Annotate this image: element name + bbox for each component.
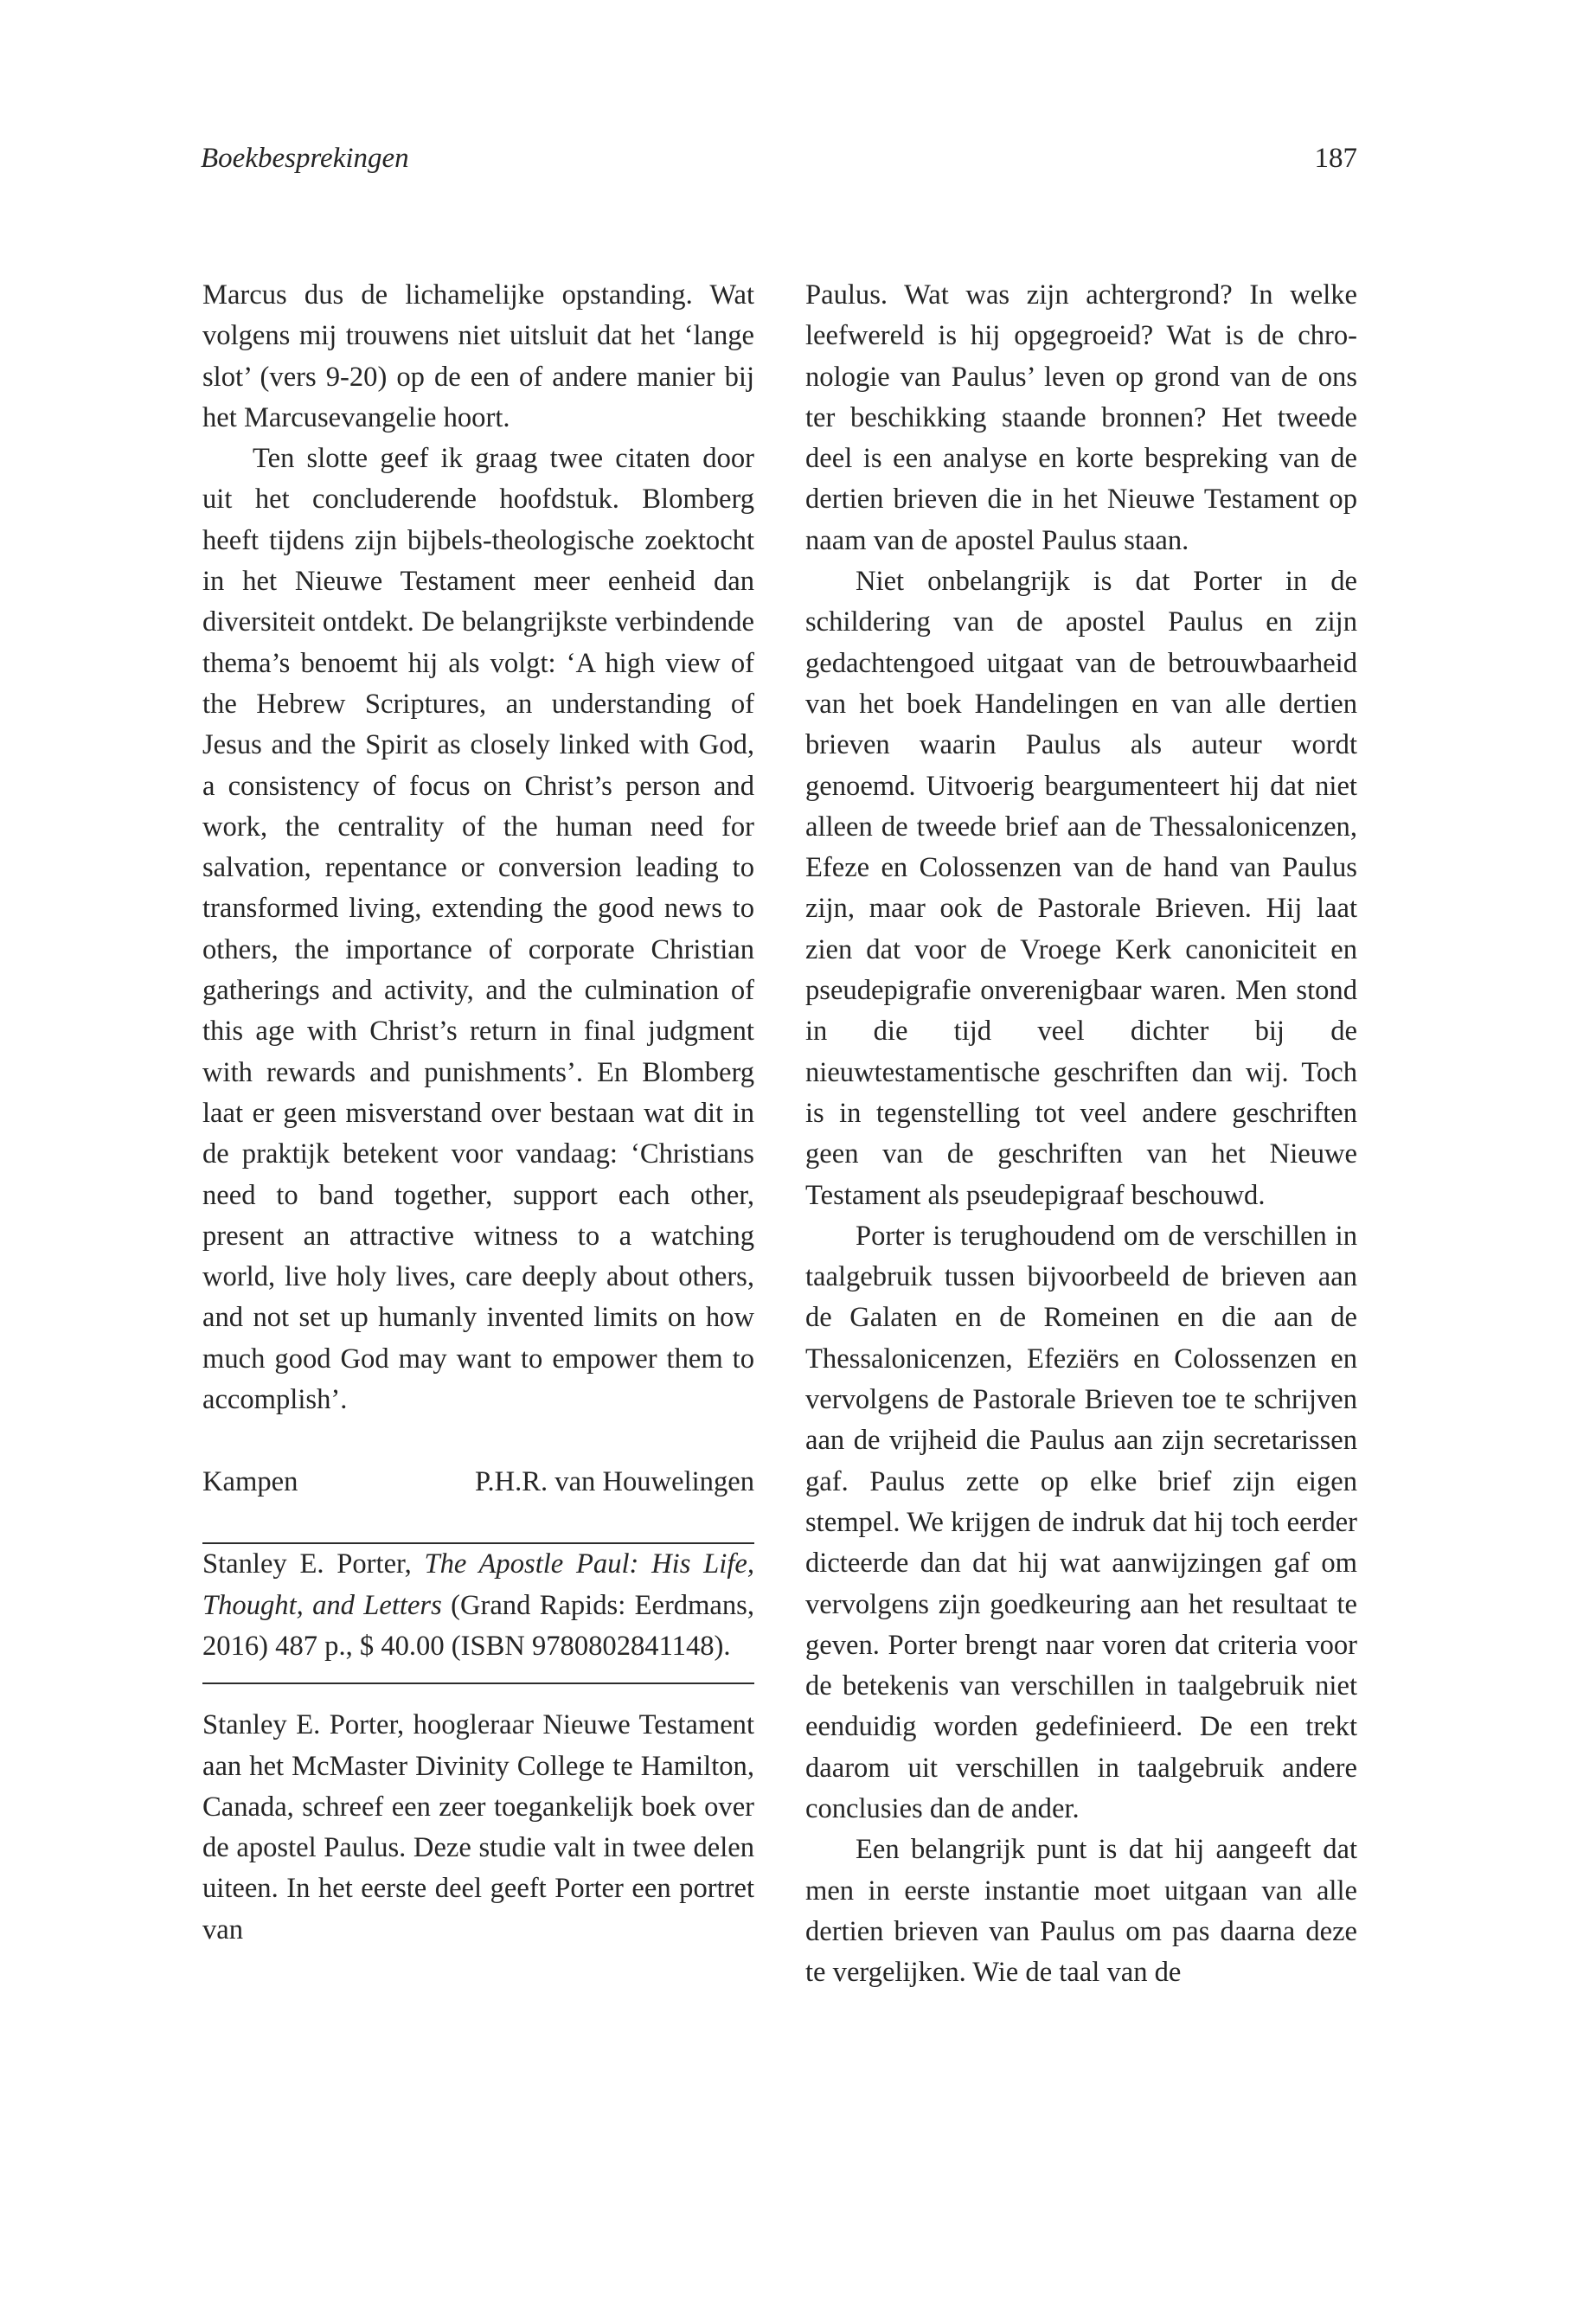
right-column — [805, 275, 1357, 1993]
page-number: 187 — [1314, 143, 1357, 174]
paragraph: Porter is terughoudend om de verschillen in taalgebruik tussen bijvoorbeeld de brieven aan de Galaten en de Romeinen en die aan de Thessalonicenzen, Efeziërs en Colossenzen en vervolgens de Pastorale Brieven toe te schrijven aan de vrijheid die Paulus aan zijn secretarissen gaf. Paulus zette op elke brief zijn eigen stempel. We krijgen de indruk dat hij toch eerder dicteerde dan dat hij wat aanwijzingen gaf om vervolgens zijn goedkeuring aan het resultaat te geven. Porter brengt naar voren dat criteria voor de betekenis van verschillen in taalgebruik niet eenduidig worden gedefinieerd. De een trekt daarom uit verschillen in taalgebruik andere conclusies dan de ander. — [805, 1220, 1357, 1824]
divider — [202, 1682, 754, 1684]
paragraph: Paulus. Wat was zijn achtergrond? In welke leefwereld is hij opgegroeid? Wat is de chronologie van Paulus’ leven op grond van de ons ter beschikking staande bronnen? Het tweede deel is een analyse en korte bespreking van de dertien brieven die in het Nieuwe Testament op naam van de apostel Paulus staan. — [805, 279, 1357, 556]
paragraph: Stanley E. Porter, hoogleraar Nieuwe Testament aan het McMaster Divinity College te Hamilton, Canada, schreef een zeer toegankelijk boek over de apostel Paulus. Deze studie valt in twee delen uiteen. In het eerste deel geeft Porter een portret van — [202, 1709, 754, 1945]
citation-author: Stanley E. Porter, — [202, 1548, 425, 1580]
paragraph: Niet onbelangrijk is dat Porter in de schildering van de apostel Paulus en zijn gedachtengoed uitgaat van de betrouwbaarheid van het boek Handelingen en van alle dertien brieven waarin Paulus als auteur wordt genoemd. Uitvoerig beargumenteert hij dat niet alleen de tweede brief aan de Thessalonicenzen, Efeze en Colossenzen van de hand van Paulus zijn, maar ook de Pastorale Brieven. Hij laat zien dat voor de Vroege Kerk canoniciteit en pseudepigrafie onverenigbaar waren. Men stond in die tijd veel dichter bij de nieuwtestamentische geschriften dan wij. Toch is in tegenstelling tot veel andere geschriften geen van de geschriften van het Nieuwe Testament als pseudepigraaf beschouwd. — [805, 566, 1357, 1211]
section-title: Boekbesprekingen — [201, 143, 409, 174]
book-citation — [202, 1544, 754, 1667]
citation-title: The Apostle Paul: His Life, Thought, and Letters — [202, 1548, 754, 1621]
paragraph: Een belangrijk punt is dat hij aangeeft dat men in eerste instantie moet uitgaan van alle dertien brieven van Paulus om pas daarna deze te vergelijken. Wie de taal van de — [805, 1834, 1357, 1989]
paragraph: Ten slotte geef ik graag twee citaten door uit het concluderende hoofdstuk. Blomberg heeft tijdens zijn bijbels-theologische zoektocht in het Nieuwe Testament meer eenheid dan diversiteit ontdekt. De belangrijkste verbindende thema’s benoemt hij als volgt: ‘A high view of the Hebrew Scriptures, an understanding of Jesus and the Spirit as closely linked with God, a consistency of focus on Christ’s person and work, the centrality of the human need for salvation, repentance or conversion leading to transformed living, extending the good news to others, the importance of corporate Christian gatherings and activity, and the culmination of this age with Christ’s return in final judgment with rewards and punishments’. En Blomberg laat er geen misverstand over bestaan wat dit in de praktijk betekent voor vandaag: ‘Christians need to band together, support each other, present an attractive witness to a watching world, live holy lives, care deeply about others, and not set up humanly invented limits on how much good God may want to empower them to accomplish’. — [202, 443, 754, 1416]
left-column — [202, 275, 754, 1951]
paragraph: Marcus dus de lichamelijke opstanding. Wat volgens mij trouwens niet uitsluit dat het ‘lange slot’ (vers 9-20) op de een of andere manier bij het Marcusevangelie hoort. — [202, 279, 754, 433]
signature-author: P.H.R. van Houwelingen — [474, 1466, 754, 1498]
signature-place: Kampen — [202, 1466, 298, 1498]
review-signature — [202, 1462, 754, 1503]
citation-details: (Grand Rapids: Eerdmans, 2016) 487 p., $ 40.00 (ISBN 9780802841148). — [202, 1589, 754, 1662]
running-header — [201, 137, 1357, 180]
